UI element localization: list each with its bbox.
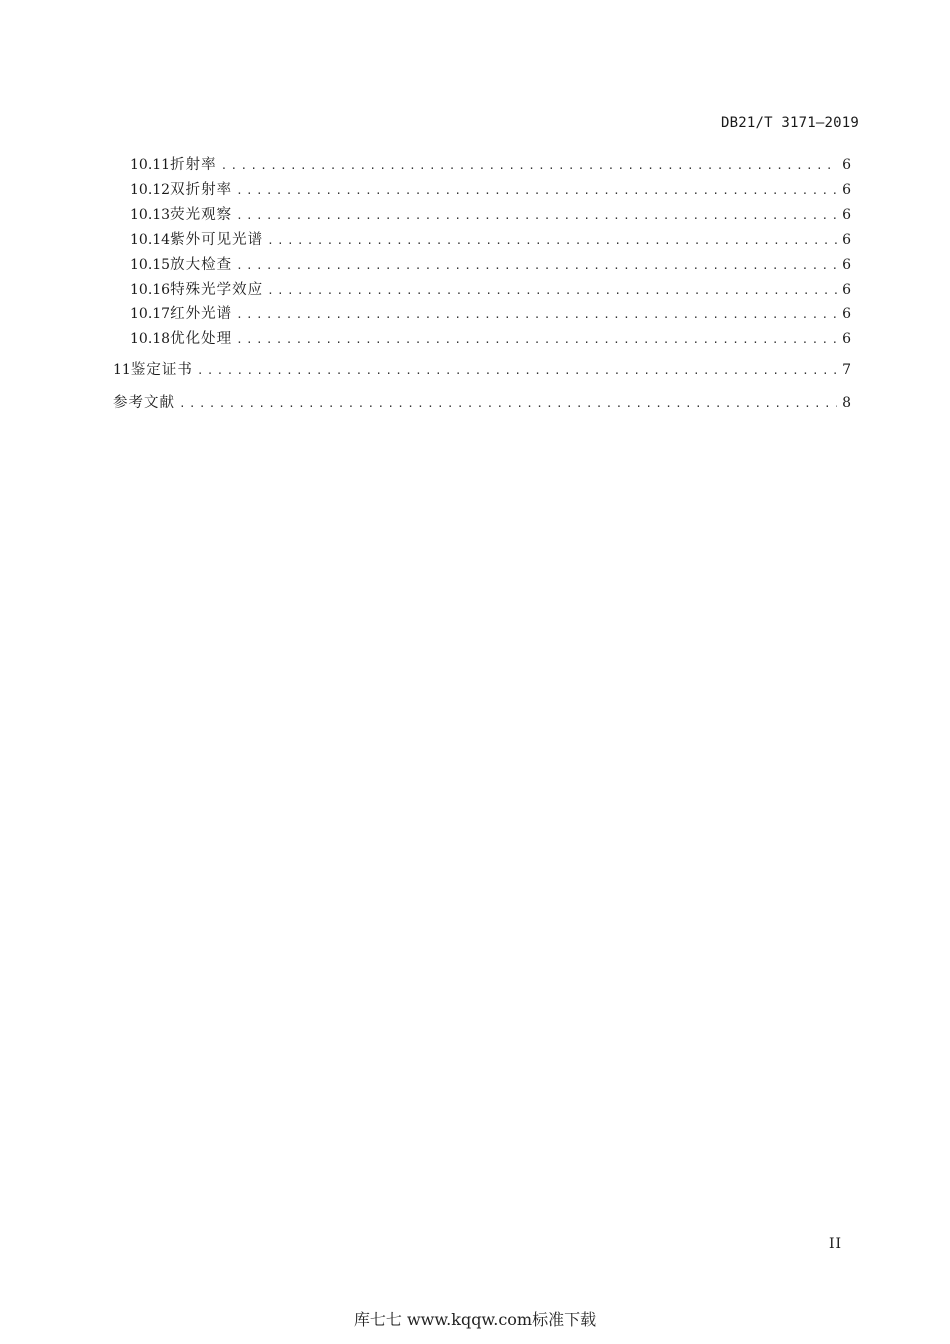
toc-entry-title: 荧光观察	[170, 207, 233, 223]
toc-leader-dots	[197, 360, 837, 382]
toc-entry-title: 折射率	[170, 157, 217, 173]
toc-entry-page: 6	[842, 232, 851, 248]
toc-entry-number: 10.13	[130, 207, 171, 223]
toc-entry-page: 6	[842, 182, 851, 198]
toc-entry-10-17[interactable]	[113, 303, 851, 325]
toc-leader-dots	[236, 304, 837, 326]
toc-entry-references[interactable]	[113, 392, 851, 414]
toc-entry-10-13[interactable]	[113, 204, 851, 226]
toc-entry-title: 双折射率	[170, 182, 233, 198]
toc-entry-number: 10.15	[130, 257, 171, 273]
toc-entry-10-15[interactable]	[113, 254, 851, 276]
toc-entry-page: 6	[842, 257, 851, 273]
toc-entry-number: 10.16	[130, 282, 171, 298]
toc-leader-dots	[236, 180, 837, 202]
toc-leader-dots	[267, 230, 837, 252]
toc-entry-page: 6	[842, 157, 851, 173]
toc-entry-page: 7	[842, 362, 851, 378]
toc-leader-dots	[179, 393, 837, 415]
toc-entry-page: 6	[842, 306, 851, 322]
toc-entry-number: 10.12	[130, 182, 171, 198]
toc-entry-number: 11	[113, 362, 131, 378]
toc-entry-title: 鉴定证书	[130, 362, 193, 378]
toc-entry-page: 6	[842, 331, 851, 347]
toc-entry-title: 特殊光学效应	[170, 282, 264, 298]
watermark-text: 库七七 www.kqqw.com标准下载	[353, 1310, 597, 1329]
toc-entry-title: 参考文献	[113, 395, 175, 411]
toc-entry-10-16[interactable]	[113, 279, 851, 301]
toc-entry-number: 10.11	[130, 157, 171, 173]
toc-entry-page: 6	[842, 282, 851, 298]
toc-entry-number: 10.14	[130, 232, 171, 248]
toc-entry-title: 放大检查	[170, 257, 233, 273]
toc-entry-number: 10.17	[130, 306, 171, 322]
toc-entry-11[interactable]	[113, 359, 851, 381]
toc-entry-page: 8	[842, 395, 851, 411]
page-number: II	[829, 1236, 843, 1252]
toc-leader-dots	[221, 155, 837, 177]
toc-leader-dots	[267, 280, 837, 302]
document-id: DB21/T 3171—2019	[720, 115, 859, 131]
toc-entry-10-18[interactable]	[113, 328, 851, 350]
toc-leader-dots	[236, 205, 837, 227]
toc-entry-title: 优化处理	[170, 331, 233, 347]
toc-entry-10-14[interactable]	[113, 229, 851, 251]
toc-entry-10-11[interactable]	[113, 154, 851, 176]
toc-leader-dots	[236, 255, 837, 277]
toc-entry-10-12[interactable]	[113, 179, 851, 201]
toc-entry-title: 红外光谱	[170, 306, 233, 322]
toc-entry-number: 10.18	[130, 331, 171, 347]
toc-leader-dots	[236, 329, 837, 351]
toc-entry-title: 紫外可见光谱	[170, 232, 264, 248]
toc-entry-page: 6	[842, 207, 851, 223]
